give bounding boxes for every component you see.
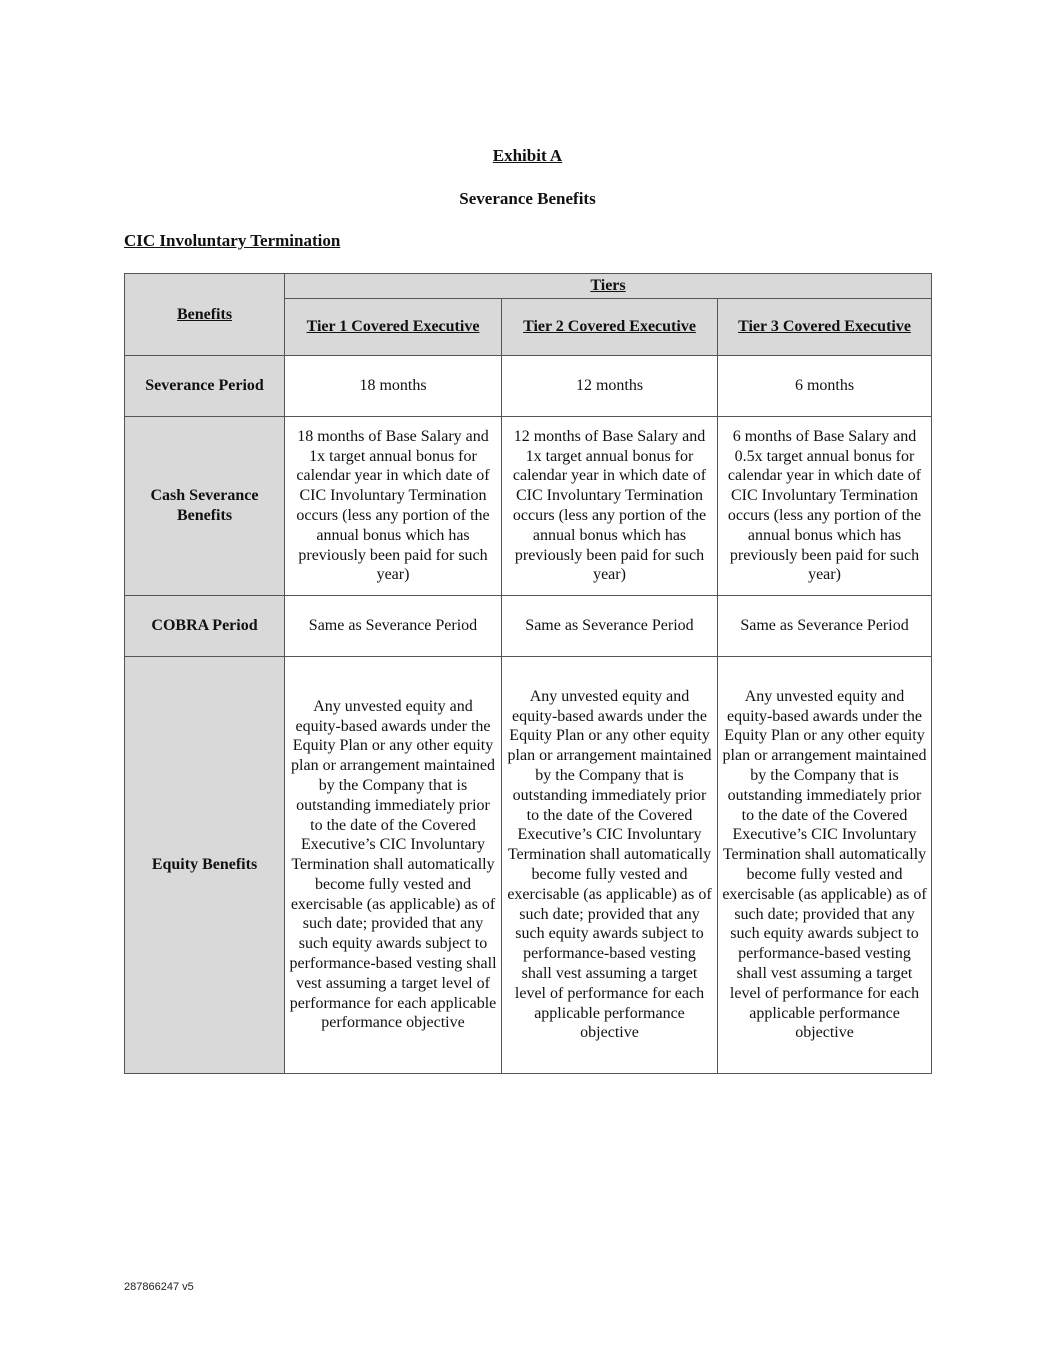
- section-heading: CIC Involuntary Termination: [124, 231, 341, 250]
- table-row: [125, 356, 932, 417]
- table-cell: 12 months: [502, 356, 718, 417]
- row-label-severance-period: Severance Period: [125, 356, 285, 417]
- table-cell: 6 months: [718, 356, 932, 417]
- table-cell: Any unvested equity and equity-based awards under the Equity Plan or any other equity plan or arrangement maintained by the Company that is outstanding immediately prior to the date of the Covered Executive’s CIC Involuntary Termination shall automatically become fully vested and exercisable (as applicable) as of such date; provided that any such equity awards subject to performance-based vesting shall vest assuming a target level of performance for each applicable performance objective: [285, 657, 502, 1074]
- row-label-cobra-period: COBRA Period: [125, 596, 285, 657]
- table-cell: 18 months: [285, 356, 502, 417]
- table-cell: Any unvested equity and equity-based awards under the Equity Plan or any other equity plan or arrangement maintained by the Company that is outstanding immediately prior to the date of the Covered Executive’s CIC Involuntary Termination shall automatically become fully vested and exercisable (as applicable) as of such date; provided that any such equity awards subject to performance-based vesting shall vest assuming a target level of performance for each applicable performance objective: [502, 657, 718, 1074]
- table-cell: Same as Severance Period: [502, 596, 718, 657]
- table-row: [125, 417, 932, 596]
- benefits-header: Benefits: [125, 274, 285, 356]
- row-label-cash-severance-benefits: Cash Severance Benefits: [125, 417, 285, 596]
- table-row: [125, 657, 932, 1074]
- table-cell: Same as Severance Period: [285, 596, 502, 657]
- tier-2-header: Tier 2 Covered Executive: [502, 299, 718, 356]
- table-cell: Same as Severance Period: [718, 596, 932, 657]
- exhibit-title: Exhibit A: [492, 146, 563, 165]
- document-id-footer: 287866247 v5: [124, 1281, 194, 1293]
- table-cell: 12 months of Base Salary and 1x target annual bonus for calendar year in which date of CIC Involuntary Termination occurs (less any portion of the annual bonus which has previously been paid for such year): [502, 417, 718, 596]
- table-cell: Any unvested equity and equity-based awards under the Equity Plan or any other equity plan or arrangement maintained by the Company that is outstanding immediately prior to the date of the Covered Executive’s CIC Involuntary Termination shall automatically become fully vested and exercisable (as applicable) as of such date; provided that any such equity awards subject to performance-based vesting shall vest assuming a target level of performance for each applicable performance objective: [718, 657, 932, 1074]
- row-label-equity-benefits: Equity Benefits: [125, 657, 285, 1074]
- tier-3-header: Tier 3 Covered Executive: [718, 299, 932, 356]
- severance-benefits-table: [124, 273, 932, 1074]
- table-row: [125, 596, 932, 657]
- tiers-header: Tiers: [285, 274, 932, 299]
- tier-1-header: Tier 1 Covered Executive: [285, 299, 502, 356]
- table-cell: 6 months of Base Salary and 0.5x target annual bonus for calendar year in which date of CIC Involuntary Termination occurs (less any portion of the annual bonus which has previously been paid for such year): [718, 417, 932, 596]
- table-cell: 18 months of Base Salary and 1x target annual bonus for calendar year in which date of CIC Involuntary Termination occurs (less any portion of the annual bonus which has previously been paid for such year): [285, 417, 502, 596]
- document-subtitle: Severance Benefits: [459, 189, 596, 208]
